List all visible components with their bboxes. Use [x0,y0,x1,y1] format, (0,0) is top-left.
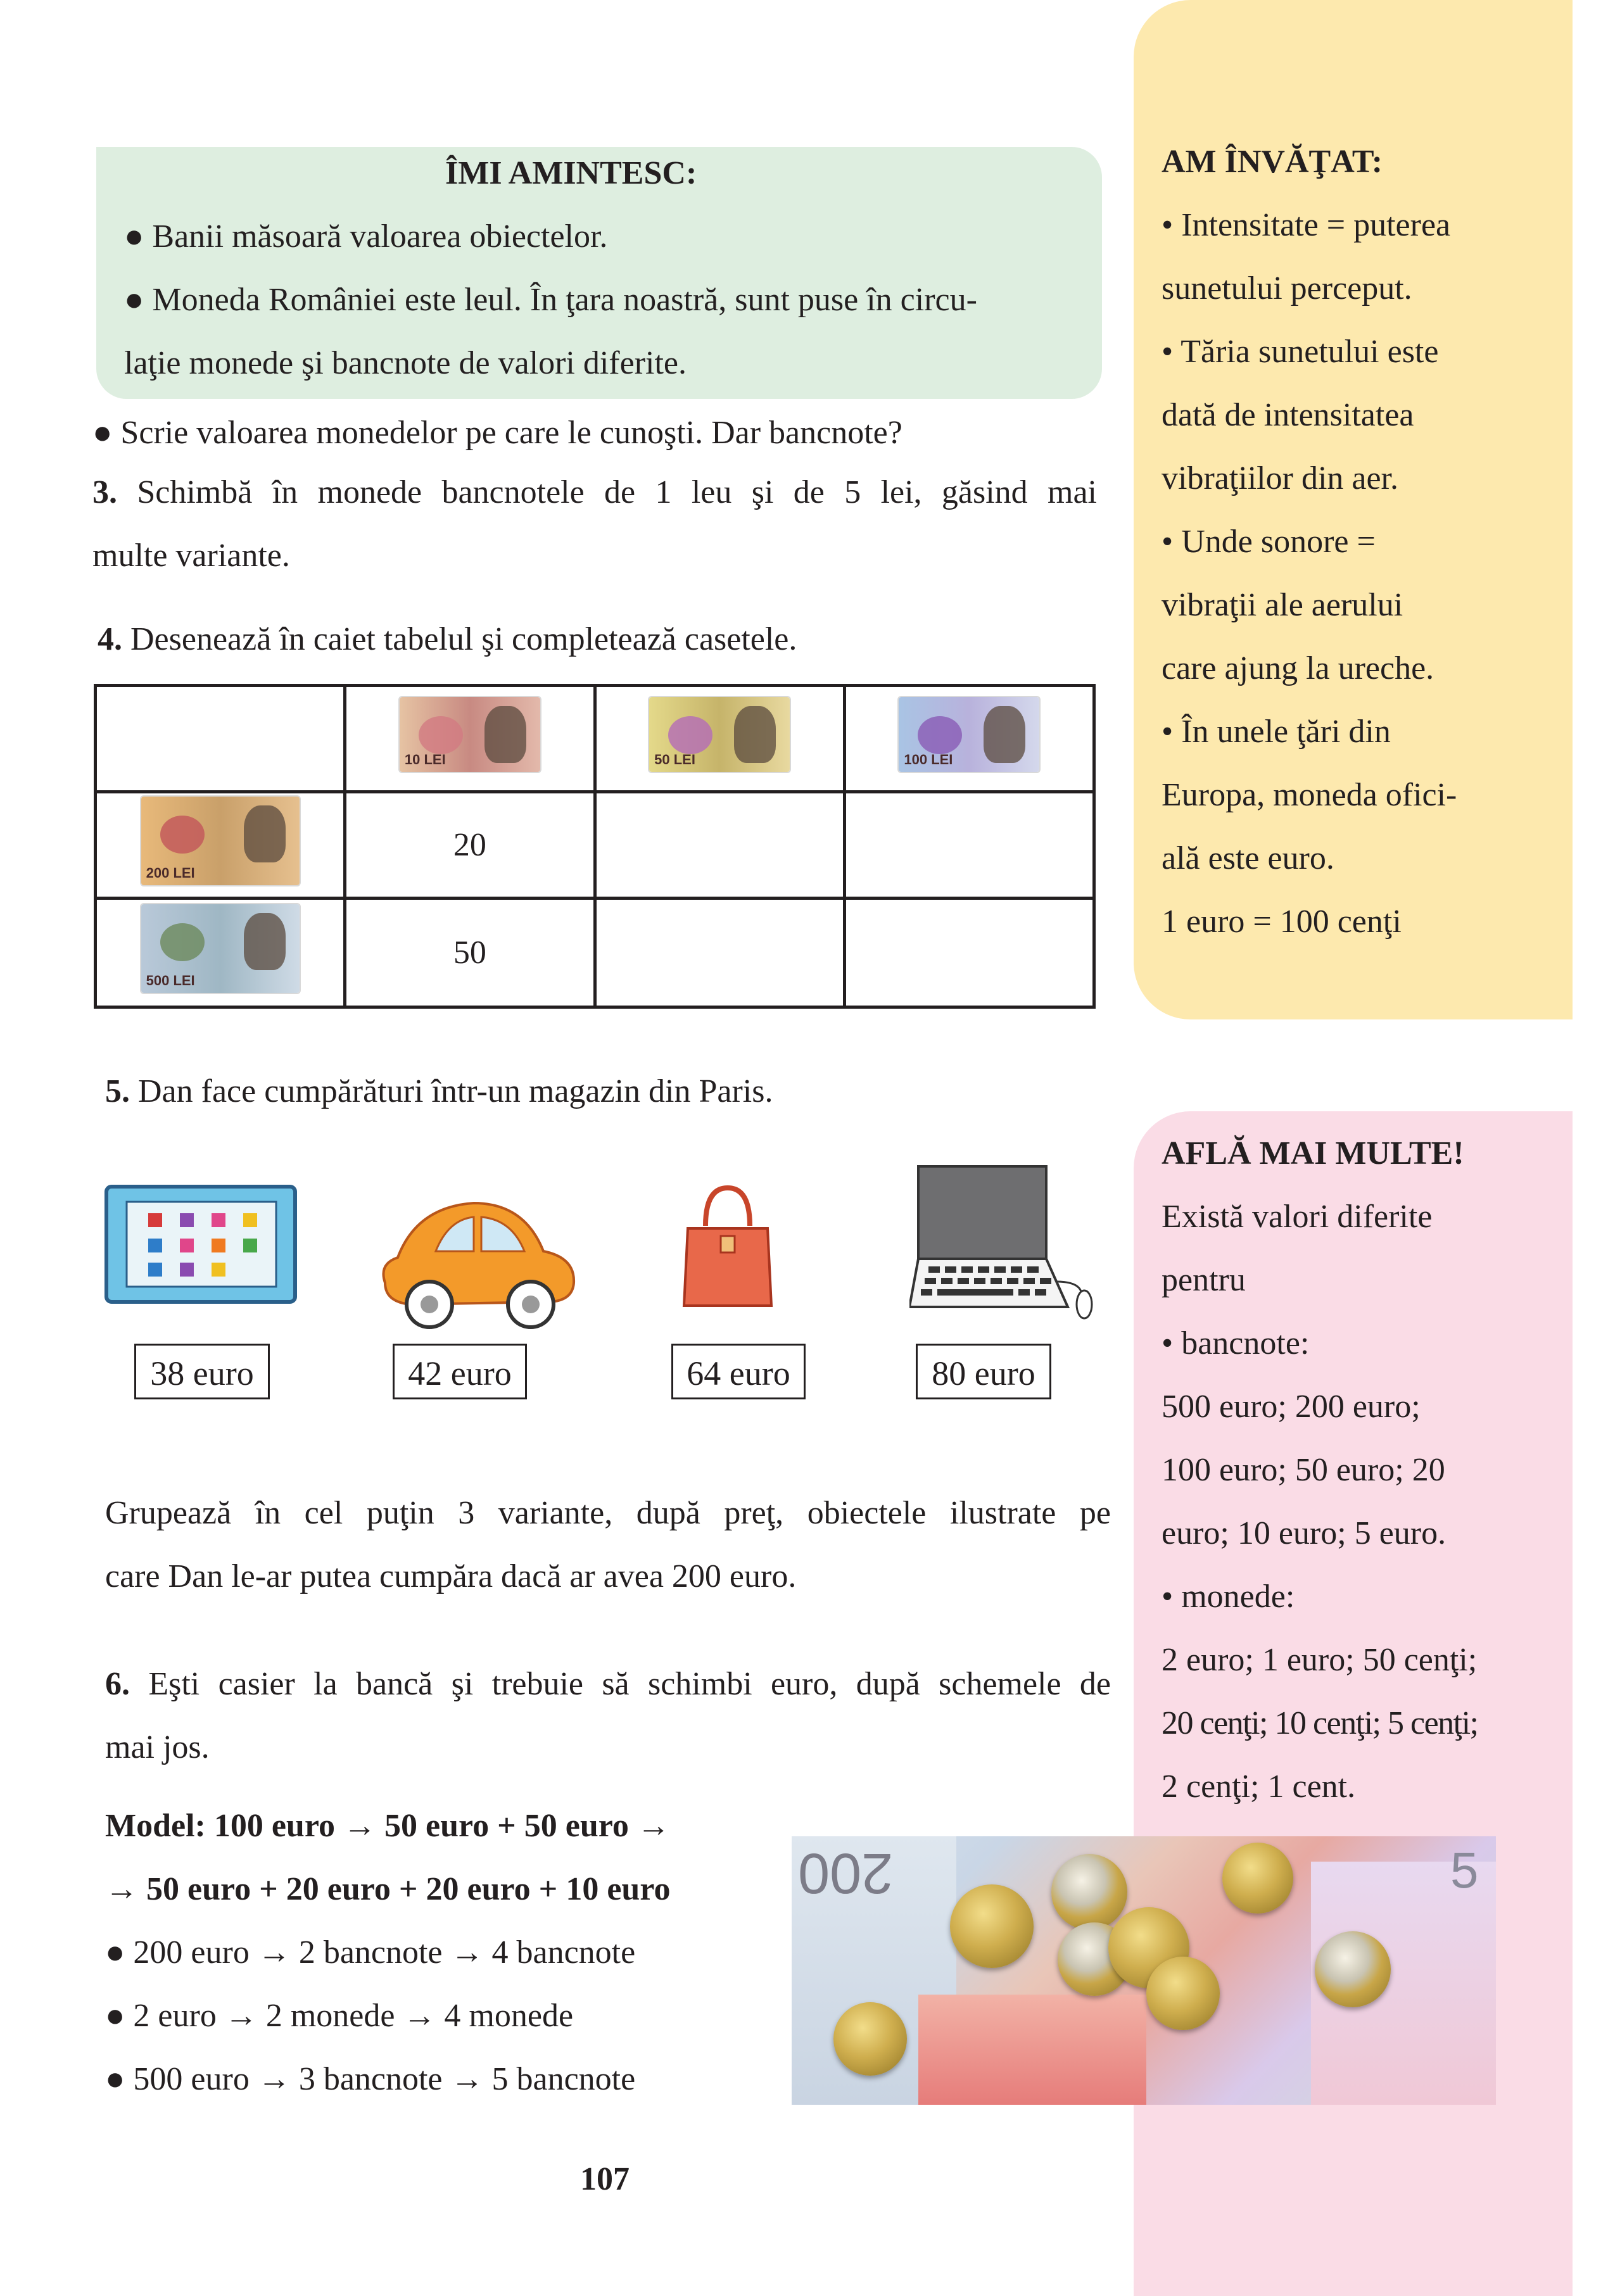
photo-banknote-200-number: 200 [798,1841,894,1905]
exercise-3-text: Schimbă în monede bancnotele de 1 leu şi de 5 lei, găsind mai [137,474,1097,510]
exchange-bullet-2-text: 2 euro → 2 monede → 4 monede [133,1998,574,2034]
exercise-3-line-2: multe variante. [92,538,290,574]
table-cell-empty [595,899,844,1007]
learned-line: dată de intensitatea [1162,397,1414,433]
price-label-tablet: 38 euro [134,1344,270,1399]
learn-more-line: 20 cenţi; 10 cenţi; 5 cenţi; [1162,1705,1478,1741]
handbag-illustration [680,1182,775,1311]
learned-line: • În unele ţări din [1162,714,1391,750]
coin-icon [950,1884,1034,1968]
remind-line-3: laţie monede şi bancnote de valori diferite. [124,345,687,381]
table-cell: 20 [345,792,595,899]
task-write-text: Scrie valoarea monedelor pe care le cunoşti. Dar bancnote? [120,415,902,451]
coin-icon [1222,1843,1293,1914]
euro-coins-photo [792,1836,1496,2105]
coin-icon [1051,1854,1127,1930]
exchange-bullet-3-text: 500 euro → 3 bancnote → 5 bancnote [133,2061,636,2097]
learned-line: 1 euro = 100 cenţi [1162,904,1402,940]
price-label-laptop: 80 euro [916,1344,1051,1399]
learned-line: ală este euro. [1162,840,1334,876]
learn-more-line: 2 euro; 1 euro; 50 cenţi; [1162,1642,1478,1678]
table-header-cell [844,686,1094,792]
banknote-50-lei-label: 50 LEI [654,752,695,767]
banknote-10-lei-image [400,697,540,772]
table-cell: 50 [345,899,595,1007]
laptop-illustration [909,1161,1093,1326]
model-line-1: Model: 100 euro → 50 euro + 50 euro → [105,1808,670,1844]
learned-line: Europa, moneda ofici- [1162,777,1457,813]
learned-line: • Intensitate = puterea [1162,207,1451,243]
learned-line: vibraţiilor din aer. [1162,460,1399,496]
learn-more-line: 100 euro; 50 euro; 20 [1162,1452,1445,1488]
banknote-100-lei-label: 100 LEI [904,752,953,767]
learn-more-line: pentru [1162,1262,1246,1298]
price-label-handbag: 64 euro [671,1344,806,1399]
banknote-200-lei-image [141,797,300,885]
exchange-bullet-1: ● 200 euro → 2 bancnote → 4 bancnote [105,1934,636,1971]
remind-title: ÎMI AMINTESC: [445,155,697,191]
photo-banknote-10 [918,1995,1146,2105]
table-header-cell [595,686,844,792]
exercise-5-text: Dan face cumpărături într-un magazin din Paris. [138,1073,773,1109]
coin-icon [1146,1957,1220,2030]
table-cell-empty [844,792,1094,899]
table-row-header-cell [96,792,345,899]
learn-more-line: euro; 10 euro; 5 euro. [1162,1515,1447,1551]
table-cell-empty [844,899,1094,1007]
learn-more-body [1162,1185,1478,1819]
coin-icon [1315,1931,1391,2007]
learn-more-line: • monede: [1162,1579,1295,1615]
tablet-illustration [104,1184,298,1304]
exercise-4-number: 4. [98,621,122,657]
exercise-5-number: 5. [105,1073,130,1109]
learn-more-line: • bancnote: [1162,1325,1310,1361]
learned-line: • Tăria sunetului este [1162,334,1439,370]
coin-icon [833,2002,907,2076]
table-header-cell [345,686,595,792]
exchange-bullet-2: ● 2 euro → 2 monede → 4 monede [105,1998,574,2034]
learn-more-line: 2 cenţi; 1 cent. [1162,1769,1356,1805]
model-line-2: → 50 euro + 20 euro + 20 euro + 10 euro [105,1871,671,1907]
learned-title: AM ÎNVĂŢAT: [1162,144,1383,180]
banknote-10-lei-label: 10 LEI [404,752,446,767]
learn-more-line: 500 euro; 200 euro; [1162,1389,1421,1425]
remind-line-1: ● Banii măsoară valoarea obiectelor. [124,218,608,255]
photo-banknote-5-number: 5 [1450,1842,1479,1898]
exercise-4-text: Desenează în caiet tabelul şi completează casetele. [130,621,797,657]
exercise-3-number: 3. [92,474,117,510]
banknote-table [94,684,1096,1009]
banknote-50-lei-image [649,697,790,772]
table-row-header-cell [96,899,345,1007]
banknote-500-lei-label: 500 LEI [146,973,195,988]
remind-line-2-text: Moneda României este leul. În ţara noastră, sunt puse în circu- [152,282,977,318]
exercise-5 [105,1060,773,1123]
learned-line: • Unde sonore = [1162,524,1376,560]
exercise-6-line-1 [105,1653,1111,1716]
price-label-car: 42 euro [393,1344,527,1399]
banknote-200-lei-label: 200 LEI [146,865,195,881]
exercise-3-line-1 [92,461,1097,524]
exercise-6-line-2: mai jos. [105,1729,210,1765]
page-number: 107 [580,2161,630,2197]
table-cell-empty [595,792,844,899]
learned-line: care ajung la ureche. [1162,650,1434,686]
learned-line: vibraţii ale aerului [1162,587,1403,623]
table-corner-cell [96,686,345,792]
exercise-4 [98,608,797,671]
learn-more-line: Există valori diferite [1162,1199,1433,1235]
exchange-bullet-1-text: 200 euro → 2 bancnote → 4 bancnote [133,1934,636,1971]
remind-line-2: ● Moneda României este leul. În ţara noastră, sunt puse în circu- [124,282,977,318]
banknote-100-lei-image [899,697,1039,772]
exercise-6-text: Eşti casier la bancă şi trebuie să schimbi euro, după schemele de [148,1666,1111,1702]
task-write-values: ● Scrie valoarea monedelor pe care le cunoşti. Dar bancnote? [92,415,902,451]
exercise-6-number: 6. [105,1666,130,1702]
learned-body [1162,194,1457,954]
toy-car-illustration [372,1188,581,1335]
learn-more-title: AFLĂ MAI MULTE! [1162,1135,1464,1171]
group-task-line-2: care Dan le-ar putea cumpăra dacă ar avea 200 euro. [105,1558,797,1594]
group-task-line-1: Grupează în cel puţin 3 variante, după preţ, obiectele ilustrate pe [105,1495,1111,1531]
learned-line: sunetului perceput. [1162,270,1412,306]
exchange-bullet-3: ● 500 euro → 3 bancnote → 5 bancnote [105,2061,636,2097]
banknote-500-lei-image [141,904,300,993]
remind-line-1-text: Banii măsoară valoarea obiectelor. [152,218,608,255]
